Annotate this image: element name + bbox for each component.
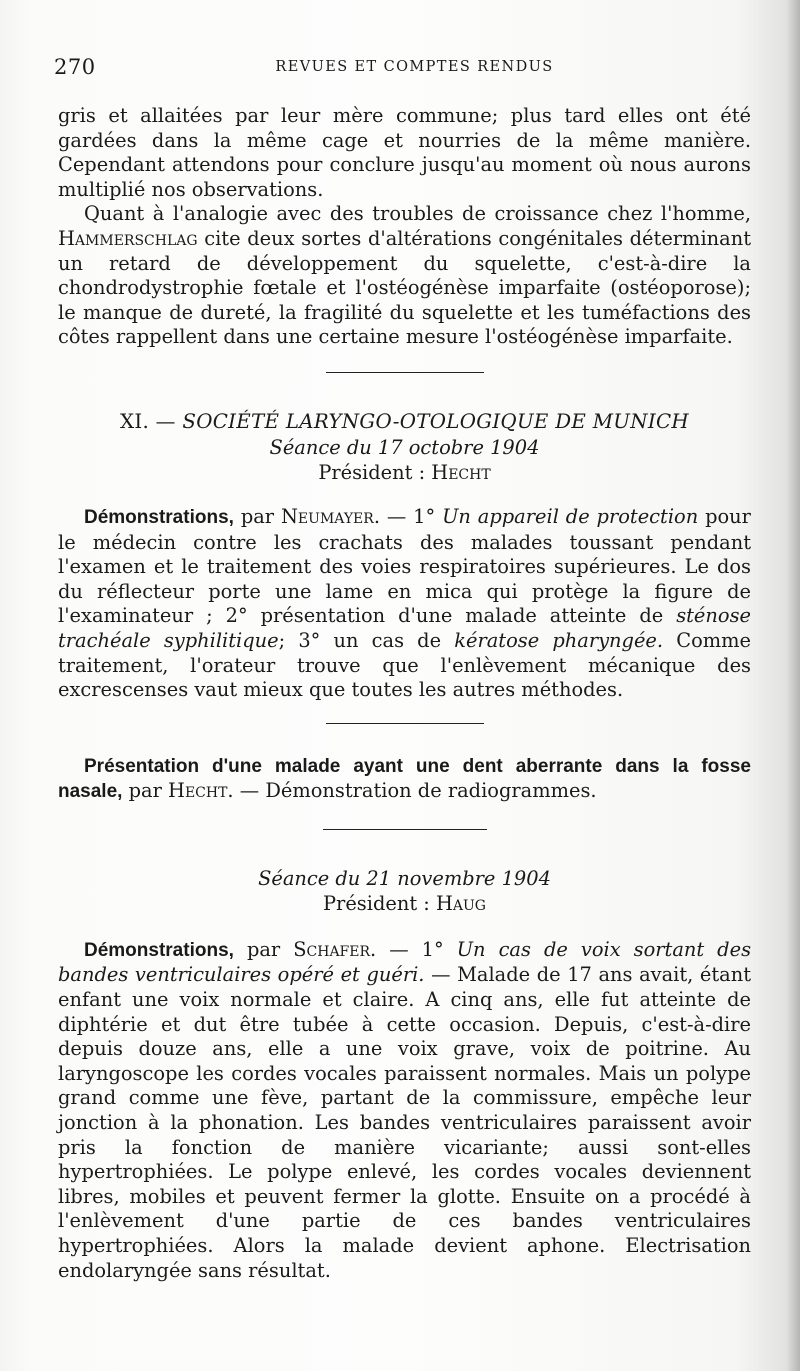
session-date: Séance du 17 octobre 1904: [269, 435, 540, 459]
paragraph-demonstrations-schafer: Démonstrations, par Schafer. — 1° Un cas de voix sortant des bandes ventriculaires opéré et guéri. — Malade de 17 ans avait, étant enfant une voix normale et claire. A cinq ans, elle fut atteinte de diphtérie et dut être tubée à cette occasion. Depuis, c'est-à-dire depuis douze ans, elle a une voix grave, voix de poitrine. Au laryngoscope les cordes vocales paraissent normales. Mais un polype grand comme une fève, partant de la commissure, empêche leur jonction à la phonation. Les bandes ventriculaires paraissent avoir pris la fonction de manière vicariante; aussi sont-elles hypertrophiées. Le polype enlevé, les cordes vocales deviennent libres, mobiles et peuvent fermer la glotte. Ensuite on a procédé à l'enlèvement d'une partie de ces bandes ventriculaires hypertrophiées. Alors la malade devient aphone. Electrisation endolaryngée sans résultat.: [58, 937, 752, 1282]
paragraph-demonstrations-neumayer: Démonstrations, par Neumayer. — 1° Un appareil de protection pour le médecin contre les crachats des malades toussant pendant l'examen et le traitement des voies respiratoires supérieures. Le dos du réflecteur porte une lame en mica qui protège la figure de l'examinateur ; 2° présentation d'une malade atteinte de sténose trachéale syphilitique; 3° un cas de kératose pharyngée. Comme traitement, l'orateur trouve que l'enlèvement mécanique des excrescenses vaut mieux que toutes les autres méthodes.: [58, 504, 751, 702]
author-name: Neumayer.: [280, 504, 380, 528]
presentation-title: Présentation d'une malade ayant une dent aberrante dans la fosse nasale,: [58, 755, 751, 803]
author-name: Schafer.: [293, 937, 377, 961]
running-title: REVUES ET COMPTES RENDUS: [275, 59, 554, 75]
paragraph-analogy: Quant à l'analogie avec des troubles de croissance chez l'homme, Hammerschlag cite deux sortes d'altérations congénitales déterminant un retard de développement du squelette, c'est-à-dire la chondrodystrophie fœtale et l'ostéogénèse imparfaite (ostéoporose); le manque de dureté, la fragilité du squelette et les tuméfactions des côtes rappellent dans une certaine mesure l'ostéogénèse imparfaite.: [58, 202, 751, 349]
session-president: Président : Haug: [323, 891, 486, 915]
session-date: Séance du 21 novembre 1904: [258, 866, 551, 890]
author-name: Hecht.: [168, 779, 234, 803]
paragraph-continuation: gris et allaitées par leur mère commune; plus tard elles ont été gardées dans la même cage et nourries de la même manière. Cependant attendons pour conclure jusqu'au moment où nous aurons multiplié nos observations.: [58, 104, 751, 201]
section-divider: [323, 829, 487, 830]
running-header: [54, 50, 751, 90]
section-divider: [326, 372, 484, 373]
section-heading: [58, 409, 751, 435]
paragraph-presentation-hecht: Présentation d'une malade ayant une dent aberrante dans la fosse nasale, par Hecht. — Démonstration de radiogrammes.: [58, 755, 751, 803]
demonstrations-label: Démonstrations,: [84, 939, 234, 961]
page-gutter-shadow: [786, 0, 800, 1371]
page-number: 270: [54, 55, 96, 79]
society-name: SOCIÉTÉ LARYNGO-OTOLOGIQUE DE MUNICH: [182, 409, 689, 433]
section-number: XI. —: [120, 409, 176, 433]
session-president: Président : Hecht: [318, 460, 491, 484]
author-name: Hammerschlag: [58, 226, 198, 250]
section-divider: [326, 723, 484, 724]
page-content: [54, 50, 752, 1283]
demonstrations-label: Démonstrations,: [84, 506, 234, 528]
